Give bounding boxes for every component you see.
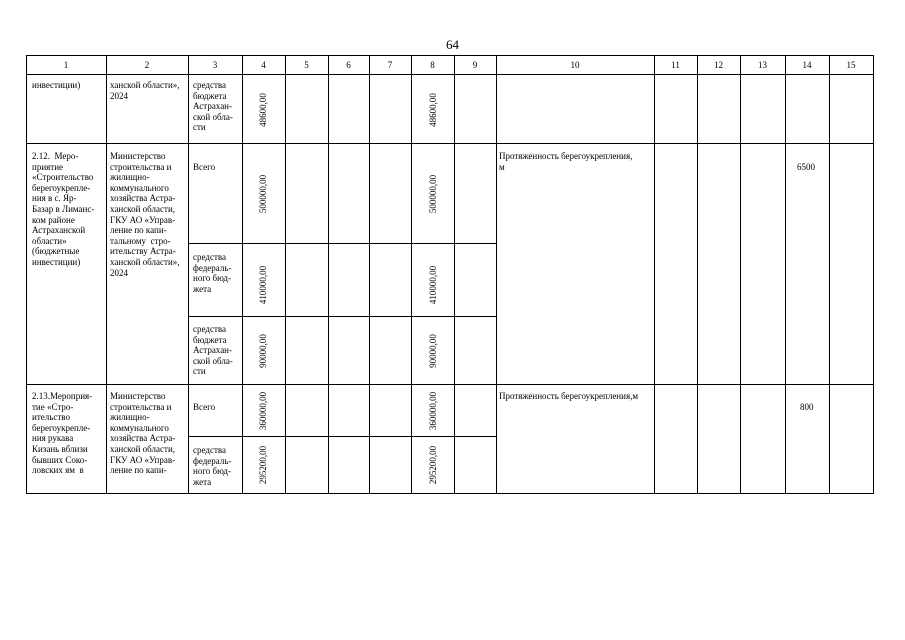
column-border — [785, 55, 786, 494]
column-border — [740, 55, 741, 494]
row3-sub1-col4-amount: 360000,00 — [258, 391, 268, 431]
row3-sub1-col8-amount: 360000,00 — [428, 391, 438, 431]
row1-col3-text: средства бюджета Астрахан- ской обла- сти — [193, 80, 233, 133]
row3-col2-text: Министерство строительства и жилищно- коммунального хозяйства Астра- ханской области, ГКУ АО «Управ- ление по капи- — [110, 391, 176, 476]
row-divider — [188, 316, 496, 317]
row2-col10-text: Протяженность берегоукрепления, м — [499, 151, 633, 172]
column-border — [697, 55, 698, 494]
row2-sub2-col3-text: средства федераль- ного бюд- жета — [193, 252, 232, 294]
row2-sub1-col4-amount: 500000,00 — [258, 174, 268, 214]
column-border — [26, 55, 27, 494]
row-divider — [26, 143, 873, 144]
column-header: 4 — [261, 60, 266, 70]
column-header: 3 — [212, 60, 218, 70]
column-header: 6 — [346, 60, 351, 70]
table-bottom-border — [26, 493, 873, 494]
column-header: 12 — [714, 60, 723, 70]
row2-sub3-col4-amount: 90000,00 — [258, 334, 268, 368]
row2-sub3-col8-amount: 90000,00 — [428, 334, 438, 368]
row3-col10-text: Протяженность берегоукрепления,м — [499, 391, 639, 401]
column-border — [242, 55, 243, 494]
column-header: 15 — [846, 60, 856, 70]
row2-sub1-col8-amount: 500000,00 — [428, 174, 438, 214]
row1-col4-amount: 48600,00 — [258, 93, 268, 127]
row2-sub2-col4-amount: 410000,00 — [258, 265, 268, 305]
page-number: 64 — [446, 37, 459, 52]
row-divider — [188, 436, 496, 437]
column-header: 10 — [570, 60, 580, 70]
column-border — [106, 55, 107, 494]
row3-sub2-col8-amount: 295200,00 — [428, 445, 438, 485]
column-border — [369, 55, 370, 494]
column-border — [454, 55, 455, 494]
row1-col1-text: инвестиции) — [32, 80, 81, 90]
column-header: 13 — [758, 60, 767, 70]
column-header: 5 — [304, 60, 309, 70]
column-header: 7 — [387, 60, 393, 70]
header-bottom-border — [26, 74, 873, 75]
column-header: 14 — [802, 60, 812, 70]
column-header: 9 — [472, 60, 478, 70]
column-border — [328, 55, 329, 494]
row2-col1-text: 2.12. Меро- приятие «Строительство берегоукрепле- ния в с. Яр- Базар в Лиманс- ком районе Астраханской области» (бюджетные инвестиции) — [32, 151, 95, 267]
column-border — [829, 55, 830, 494]
column-header: 1 — [63, 60, 69, 70]
row-divider — [26, 384, 873, 385]
row3-sub2-col3-text: средства федераль- ного бюд- жета — [193, 445, 232, 487]
row1-col8-amount: 48600,00 — [428, 93, 438, 127]
row2-col2-text: Министерство строительства и жилищно- коммунального хозяйства Астра- ханской области, ГКУ АО «Управ- ление по капи- тальному стро- ительству Астра- ханской области», 2024 — [110, 151, 180, 278]
row3-col14-value: 800 — [800, 402, 814, 412]
row3-sub2-col4-amount: 295200,00 — [258, 445, 268, 485]
column-header: 11 — [671, 60, 680, 70]
row2-col14-value: 6500 — [797, 162, 815, 172]
row3-col1-text: 2.13.Мероприя- тие «Стро- ительство берегоукрепле- ния рукава Кизань вблизи бывших Соко- ловских ям в — [32, 391, 93, 476]
row2-sub2-col8-amount: 410000,00 — [428, 265, 438, 305]
column-header: 8 — [430, 60, 435, 70]
column-border — [496, 55, 497, 494]
column-header: 2 — [144, 60, 150, 70]
row-divider — [188, 243, 496, 244]
table-top-border — [26, 55, 873, 56]
column-border — [654, 55, 655, 494]
row2-sub1-col3-text: Всего — [193, 162, 216, 172]
column-border — [285, 55, 286, 494]
row2-sub3-col3-text: средства бюджета Астрахан- ской обла- сти — [193, 324, 233, 377]
column-border — [411, 55, 412, 494]
column-border — [873, 55, 874, 494]
column-border — [188, 55, 189, 494]
row3-sub1-col3-text: Всего — [193, 402, 216, 412]
row1-col2-text: ханской области», 2024 — [110, 80, 180, 101]
